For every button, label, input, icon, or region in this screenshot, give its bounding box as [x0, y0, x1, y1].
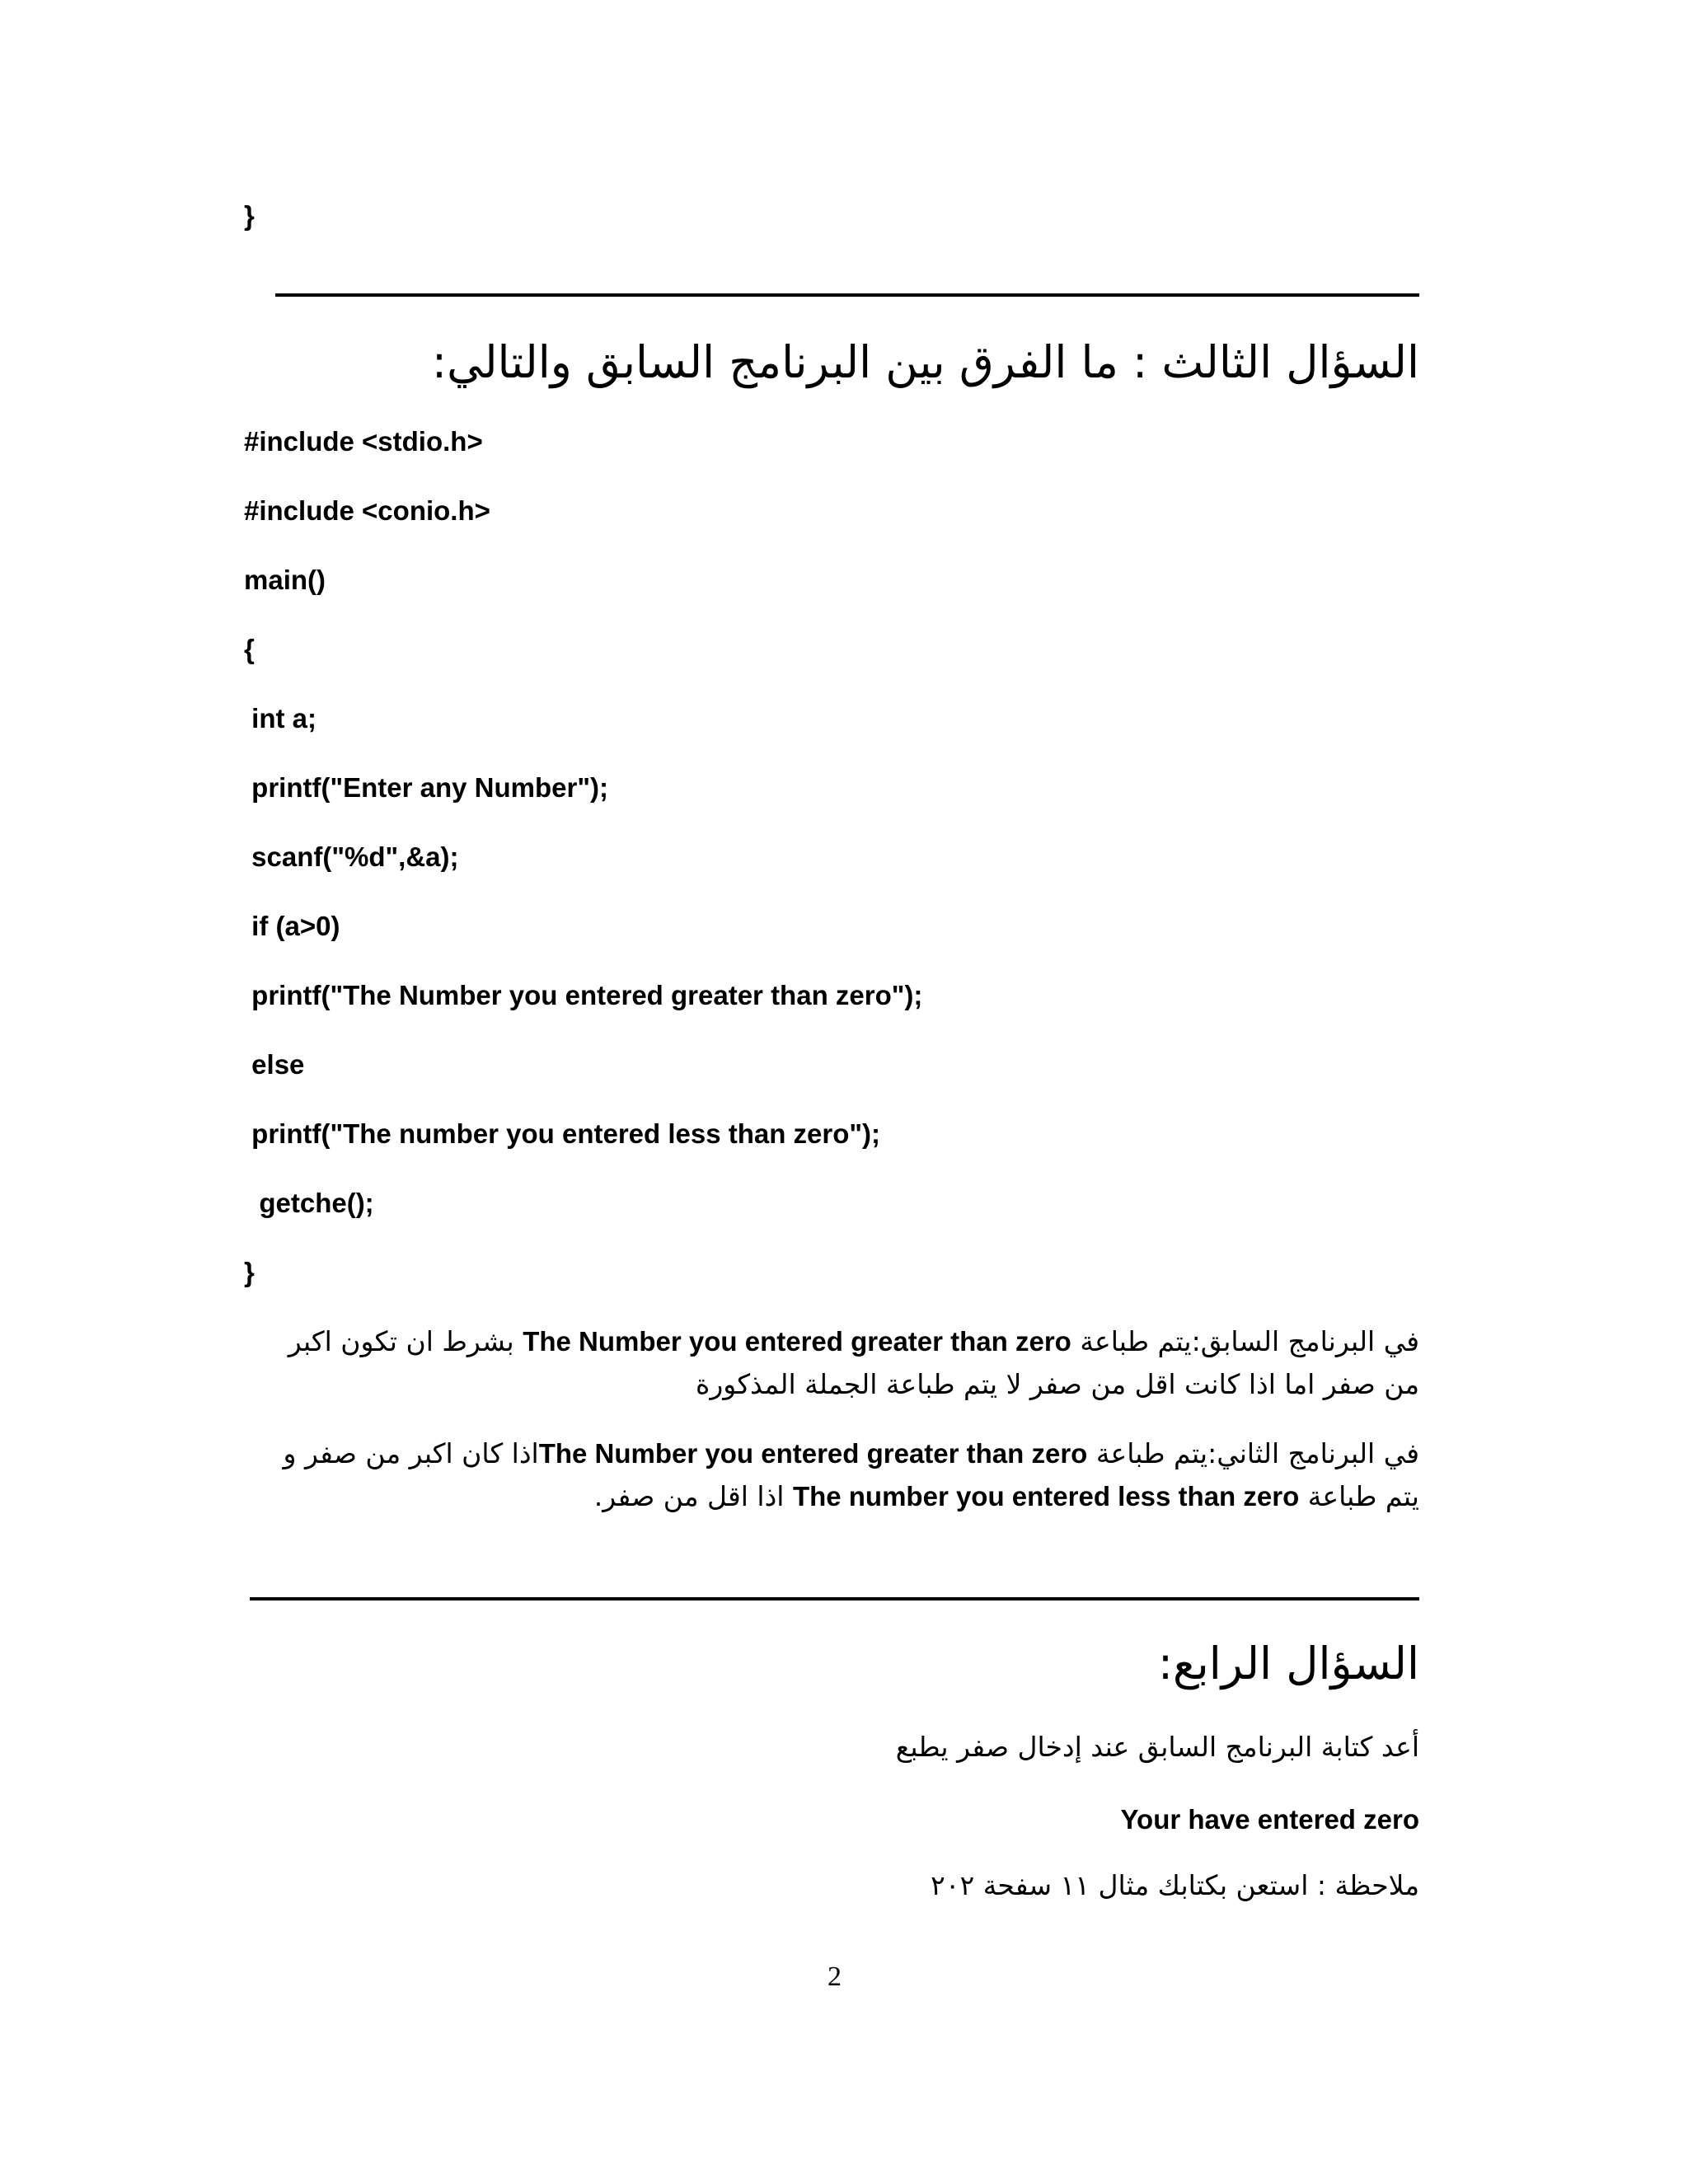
answer-paragraph-1 — [265, 1320, 1419, 1406]
code-line: #include <stdio.h> — [244, 426, 483, 457]
code-line: int a; — [244, 703, 316, 733]
answer-1-arabic-end: بشرط ان تكون اكبر من صفر اما اذا كانت اقل من صفر لا يتم طباعة الجملة المذكورة — [288, 1325, 1419, 1400]
answer-2-arabic-end: اذا اقل من صفر. — [593, 1480, 793, 1512]
question-3-title: السؤال الثالث : ما الفرق بين البرنامج السابق والتالي: — [431, 336, 1419, 388]
section-divider-bottom — [250, 1597, 1419, 1601]
code-line: main() — [244, 565, 326, 595]
answer-2-english-phrase-1: The Number you entered greater than zero — [538, 1438, 1088, 1469]
code-line: printf("Enter any Number"); — [244, 772, 608, 803]
question-4-title: السؤال الرابع: — [1157, 1638, 1419, 1690]
code-line: } — [244, 1257, 255, 1287]
code-line: #include <conio.h> — [244, 495, 490, 526]
answer-1-english-phrase: The Number you entered greater than zero — [523, 1326, 1071, 1357]
code-line: if (a>0) — [244, 911, 340, 941]
code-line: else — [244, 1049, 305, 1080]
section-divider-top — [275, 293, 1419, 297]
expected-output-text: Your have entered zero — [1120, 1804, 1419, 1835]
closing-brace-top: } — [244, 200, 255, 231]
answer-2-arabic-middle: اذا كان اكبر من صفر و يتم طباعة — [283, 1437, 1419, 1512]
code-line: printf("The number you entered less than zero"); — [244, 1118, 881, 1149]
code-line: printf("The Number you entered greater than zero"); — [244, 980, 923, 1010]
answer-paragraph-2 — [265, 1432, 1419, 1518]
question-4-instruction: أعد كتابة البرنامج السابق عند إدخال صفر يطبع — [895, 1731, 1419, 1763]
code-line: { — [244, 634, 255, 664]
page-number: 2 — [828, 1961, 842, 1992]
answer-2-arabic-start: في البرنامج الثاني:يتم طباعة — [1087, 1437, 1419, 1469]
question-4-note: ملاحظة : استعن بكتابك مثال ١١ سفحة ٢٠٢ — [931, 1869, 1419, 1901]
code-line: getche(); — [244, 1188, 374, 1218]
answer-1-arabic-start: في البرنامج السابق:يتم طباعة — [1071, 1325, 1419, 1357]
answer-2-english-phrase-2: The number you entered less than zero — [792, 1481, 1300, 1511]
code-line: scanf("%d",&a); — [244, 841, 459, 872]
